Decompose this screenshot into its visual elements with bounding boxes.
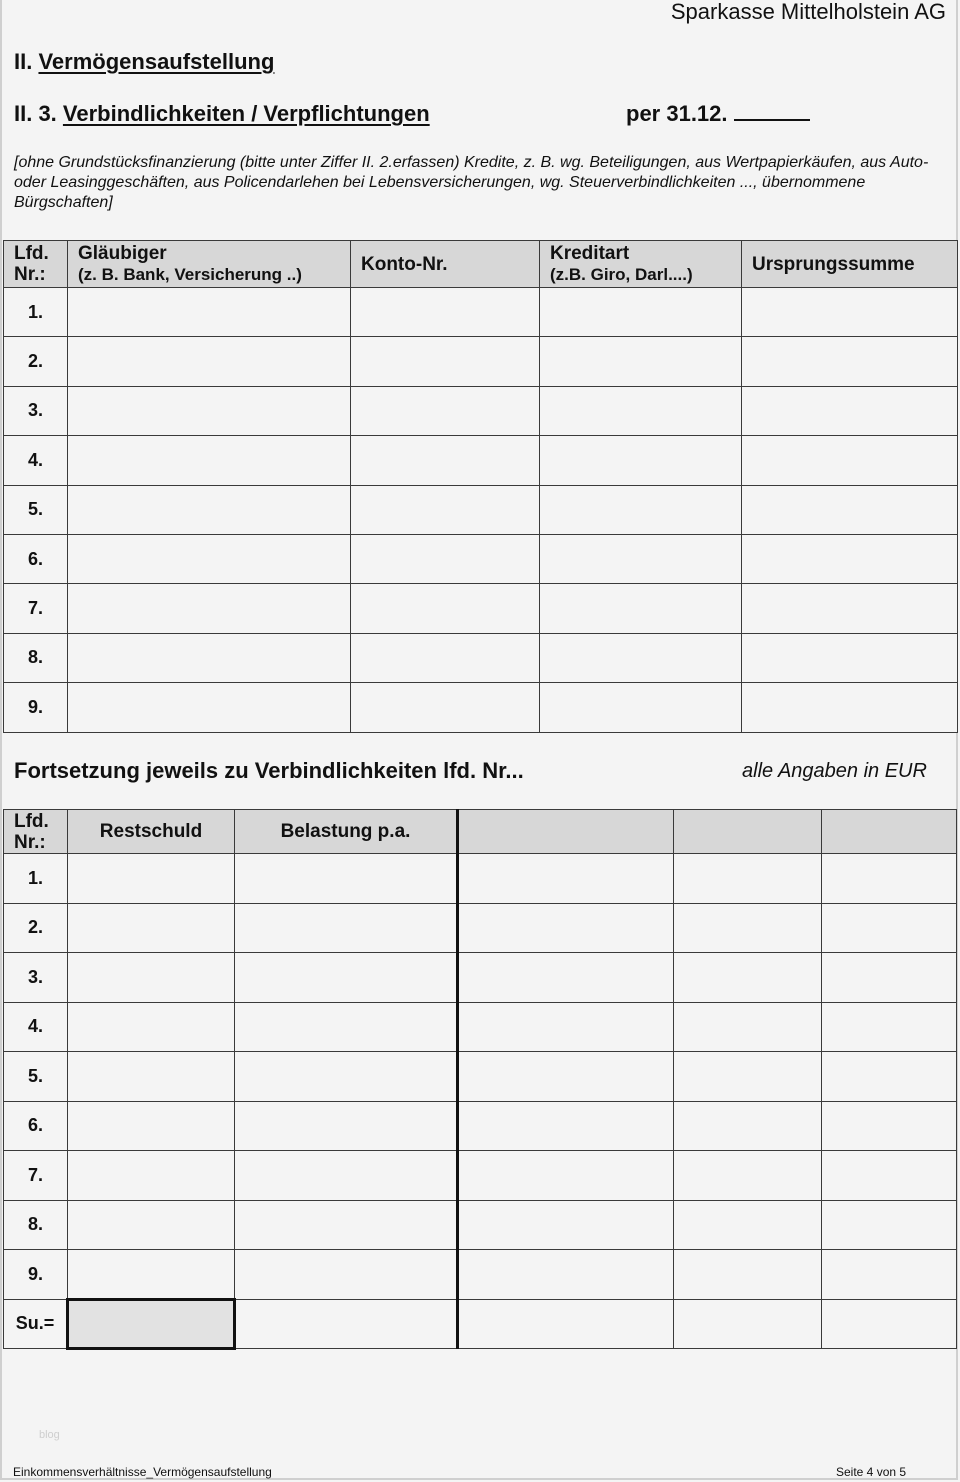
table-row [4, 485, 958, 534]
sum-blank-cell-4[interactable] [458, 1299, 674, 1349]
kreditart-cell[interactable] [540, 683, 742, 732]
kreditart-cell[interactable] [540, 633, 742, 682]
konto-cell[interactable] [351, 436, 540, 485]
sum-blank-cell-5[interactable] [674, 1299, 822, 1349]
section-heading [14, 49, 274, 75]
ursprungssumme-cell[interactable] [742, 288, 958, 337]
ursprungssumme-cell[interactable] [742, 436, 958, 485]
blank-cell-4[interactable] [458, 854, 674, 904]
row-number: 1. [4, 854, 68, 904]
restschuld-cell[interactable] [68, 953, 235, 1003]
table-row [4, 386, 958, 435]
table-row [4, 584, 958, 633]
blank-cell-5[interactable] [674, 953, 822, 1003]
belastung-cell[interactable] [235, 1200, 458, 1250]
table-row [4, 683, 958, 732]
restschuld-cell[interactable] [68, 903, 235, 953]
glaeubiger-cell[interactable] [68, 386, 351, 435]
blank-cell-4[interactable] [458, 1151, 674, 1201]
footer-page-info: Seite 4 von 5 [836, 1465, 907, 1479]
continuation-heading: Fortsetzung jeweils zu Verbindlichkeiten lfd. Nr... [14, 758, 524, 783]
per-label: per 31.12. [626, 101, 728, 126]
kreditart-cell[interactable] [540, 485, 742, 534]
restschuld-total-cell[interactable] [68, 1299, 235, 1349]
col-header-glaeubiger: Gläubiger (z. B. Bank, Versicherung ..) [68, 241, 351, 288]
blank-cell-4[interactable] [458, 953, 674, 1003]
kreditart-cell[interactable] [540, 288, 742, 337]
kreditart-cell[interactable] [540, 386, 742, 435]
sum-label: Su.= [4, 1299, 68, 1349]
blank-cell-5[interactable] [674, 1250, 822, 1300]
col-header-lfd-nr: Lfd. Nr.: [4, 810, 68, 854]
table-header-row [4, 241, 958, 288]
belastung-cell[interactable] [235, 1052, 458, 1102]
ursprungssumme-cell[interactable] [742, 633, 958, 682]
restschuld-cell[interactable] [68, 1200, 235, 1250]
footer-document-name: Einkommensverhältnisse_Vermögensaufstellung [13, 1465, 272, 1479]
blank-cell-6[interactable] [822, 953, 957, 1003]
glaeubiger-cell[interactable] [68, 288, 351, 337]
restschuld-cell[interactable] [68, 854, 235, 904]
liabilities-table [3, 240, 958, 733]
row-number: 8. [4, 633, 68, 682]
col-header-blank-6 [822, 810, 957, 854]
blank-cell-6[interactable] [822, 903, 957, 953]
belastung-cell[interactable] [235, 1101, 458, 1151]
glaeubiger-cell[interactable] [68, 633, 351, 682]
kreditart-cell[interactable] [540, 534, 742, 583]
table-row [4, 534, 958, 583]
blank-cell-6[interactable] [822, 854, 957, 904]
blank-cell-5[interactable] [674, 903, 822, 953]
blank-cell-4[interactable] [458, 1052, 674, 1102]
year-input-line[interactable] [734, 101, 810, 121]
section-prefix: II. [14, 49, 33, 74]
konto-cell[interactable] [351, 584, 540, 633]
table-row [4, 903, 957, 953]
belastung-cell[interactable] [235, 903, 458, 953]
blank-cell-6[interactable] [822, 1101, 957, 1151]
konto-cell[interactable] [351, 633, 540, 682]
col-header-belastung: Belastung p.a. [235, 810, 458, 854]
row-number: 5. [4, 485, 68, 534]
sum-blank-cell-6[interactable] [822, 1299, 957, 1349]
blank-cell-6[interactable] [822, 1200, 957, 1250]
sum-belastung-cell[interactable] [235, 1299, 458, 1349]
table-row [4, 633, 958, 682]
restschuld-cell[interactable] [68, 1101, 235, 1151]
blank-cell-5[interactable] [674, 1101, 822, 1151]
col-header-kreditart: Kreditart (z.B. Giro, Darl....) [540, 241, 742, 288]
subsection-heading [14, 101, 430, 127]
col-header-blank-4 [458, 810, 674, 854]
blank-cell-6[interactable] [822, 1151, 957, 1201]
restschuld-cell[interactable] [68, 1151, 235, 1201]
blank-cell-4[interactable] [458, 1200, 674, 1250]
belastung-cell[interactable] [235, 953, 458, 1003]
belastung-cell[interactable] [235, 1151, 458, 1201]
table-row [4, 1151, 957, 1201]
glaeubiger-cell[interactable] [68, 337, 351, 386]
row-number: 9. [4, 1250, 68, 1300]
row-number: 1. [4, 288, 68, 337]
ursprungssumme-cell[interactable] [742, 683, 958, 732]
konto-cell[interactable] [351, 337, 540, 386]
konto-cell[interactable] [351, 683, 540, 732]
row-number: 2. [4, 903, 68, 953]
row-number: 3. [4, 953, 68, 1003]
table-row [4, 854, 957, 904]
blank-cell-6[interactable] [822, 1052, 957, 1102]
row-number: 7. [4, 584, 68, 633]
col-header-restschuld: Restschuld [68, 810, 235, 854]
belastung-cell[interactable] [235, 854, 458, 904]
ursprungssumme-cell[interactable] [742, 386, 958, 435]
col-header-konto-nr: Konto-Nr. [351, 241, 540, 288]
sum-row [4, 1299, 957, 1349]
table-row [4, 337, 958, 386]
kreditart-cell[interactable] [540, 337, 742, 386]
blank-cell-4[interactable] [458, 903, 674, 953]
row-number: 9. [4, 683, 68, 732]
blank-cell-4[interactable] [458, 1002, 674, 1052]
ursprungssumme-cell[interactable] [742, 584, 958, 633]
table-row [4, 1002, 957, 1052]
ursprungssumme-cell[interactable] [742, 337, 958, 386]
row-number: 7. [4, 1151, 68, 1201]
kreditart-cell[interactable] [540, 436, 742, 485]
blank-cell-6[interactable] [822, 1002, 957, 1052]
kreditart-cell[interactable] [540, 584, 742, 633]
row-number: 3. [4, 386, 68, 435]
glaeubiger-cell[interactable] [68, 584, 351, 633]
blank-cell-5[interactable] [674, 1052, 822, 1102]
table-row [4, 436, 958, 485]
row-number: 4. [4, 1002, 68, 1052]
bank-name: Sparkasse Mittelholstein AG [670, 0, 946, 24]
blank-cell-5[interactable] [674, 854, 822, 904]
row-number: 6. [4, 534, 68, 583]
restschuld-cell[interactable] [68, 1250, 235, 1300]
per-date [626, 101, 810, 127]
col-header-lfd-nr: Lfd. Nr.: [4, 241, 68, 288]
section-title: Vermögensaufstellung [38, 49, 275, 74]
glaeubiger-cell[interactable] [68, 534, 351, 583]
konto-cell[interactable] [351, 485, 540, 534]
table-row [4, 1250, 957, 1300]
restschuld-cell[interactable] [68, 1002, 235, 1052]
subsection-title: Verbindlichkeiten / Verpflichtungen [62, 101, 430, 126]
belastung-cell[interactable] [235, 1250, 458, 1300]
blank-cell-5[interactable] [674, 1151, 822, 1201]
belastung-cell[interactable] [235, 1002, 458, 1052]
restschuld-cell[interactable] [68, 1052, 235, 1102]
blank-cell-6[interactable] [822, 1250, 957, 1300]
continuation-table [3, 809, 957, 1350]
blank-cell-5[interactable] [674, 1200, 822, 1250]
ursprungssumme-cell[interactable] [742, 534, 958, 583]
row-number: 5. [4, 1052, 68, 1102]
table-row [4, 288, 958, 337]
blank-cell-4[interactable] [458, 1101, 674, 1151]
watermark: blog [39, 1429, 60, 1441]
instructions-note: [ohne Grundstücksfinanzierung (bitte unter Ziffer II. 2.erfassen) Kredite, z. B. wg. Beteiligungen, aus Wertpapierkäufen, aus Auto- oder Leasinggeschäften, aus Policendarlehen bei Lebensversicherungen, wg. Steuerverbindlichkeiten ..., übernommene Bürgschaften] [14, 154, 929, 211]
row-number: 6. [4, 1101, 68, 1151]
col-header-ursprungssumme: Ursprungssumme [742, 241, 958, 288]
col-header-blank-5 [674, 810, 822, 854]
glaeubiger-cell[interactable] [68, 683, 351, 732]
glaeubiger-cell[interactable] [68, 485, 351, 534]
table-header-row [4, 810, 957, 854]
row-number: 4. [4, 436, 68, 485]
table-row [4, 1200, 957, 1250]
konto-cell[interactable] [351, 534, 540, 583]
table-row [4, 1052, 957, 1102]
row-number: 2. [4, 337, 68, 386]
konto-cell[interactable] [351, 386, 540, 435]
ursprungssumme-cell[interactable] [742, 485, 958, 534]
glaeubiger-cell[interactable] [68, 436, 351, 485]
row-number: 8. [4, 1200, 68, 1250]
table-row [4, 953, 957, 1003]
konto-cell[interactable] [351, 288, 540, 337]
blank-cell-5[interactable] [674, 1002, 822, 1052]
blank-cell-4[interactable] [458, 1250, 674, 1300]
subsection-prefix: II. 3. [14, 101, 57, 126]
currency-note: alle Angaben in EUR [742, 760, 927, 782]
table-row [4, 1101, 957, 1151]
